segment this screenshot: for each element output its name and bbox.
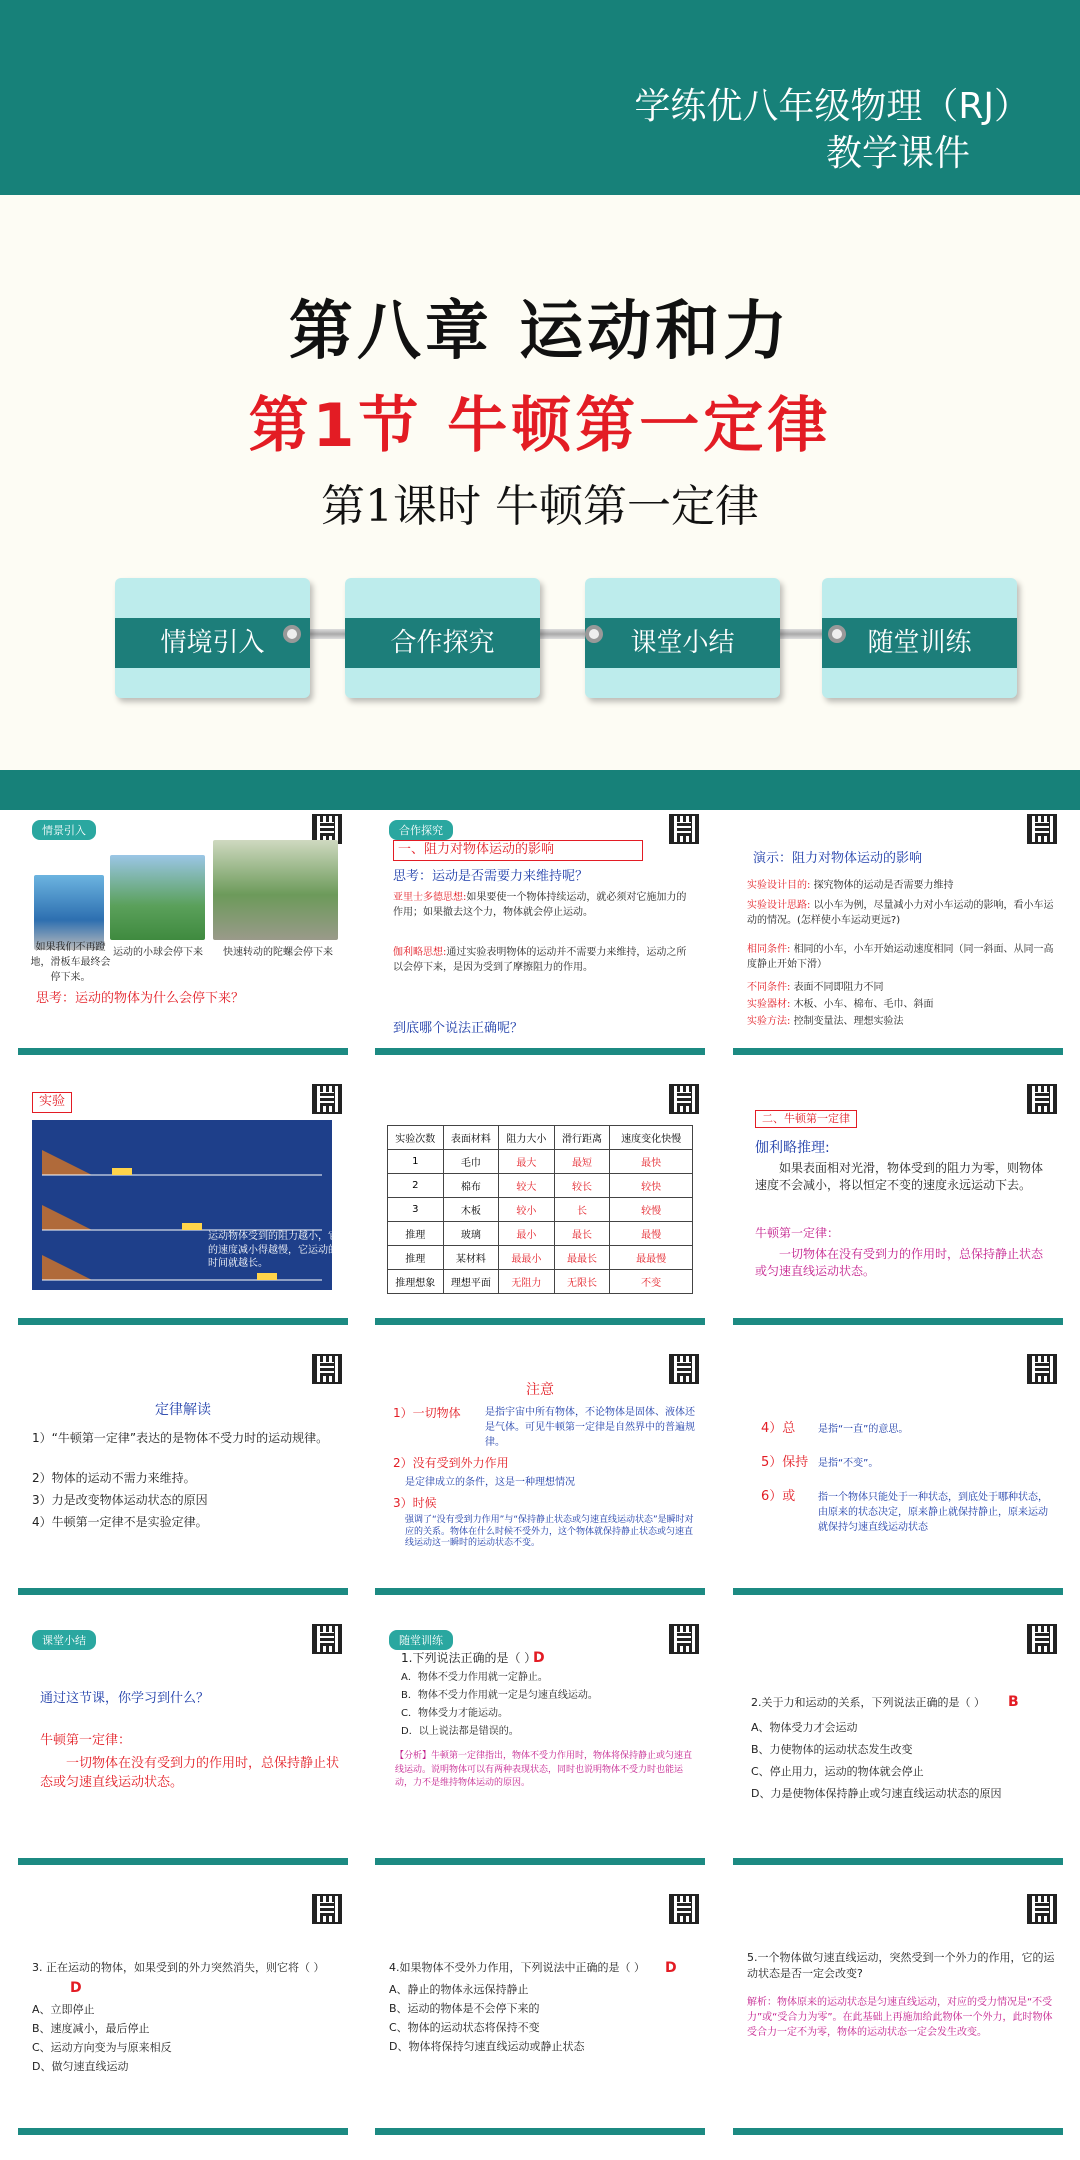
table-cell: 较慢 — [610, 1198, 693, 1222]
answer-text: D — [70, 1980, 82, 1996]
answer-text: D — [665, 1960, 677, 1976]
bottom-bar — [733, 1318, 1063, 1325]
bottom-bar — [375, 1318, 705, 1325]
bottom-bar — [375, 1858, 705, 1865]
option-b: B．物体不受力作用就一定是匀速直线运动。 — [401, 1690, 598, 1701]
table-cell: 较小 — [499, 1198, 555, 1222]
note-value-3: 强调了“没有受到力作用”与“保持静止状态或匀速直线运动状态”是瞬时对应的关系。物体在什么时候不受外力，这个物体就保持静止状态或匀速直线运动这一瞬时的运动状态不变。 — [405, 1515, 694, 1549]
galileo-paragraph: 如果表面相对光滑，物体受到的阻力为零，则物体速度不会减小，将以恒定不变的速度永远运动下去。 — [755, 1161, 1044, 1193]
nav-label: 情境引入 — [115, 618, 310, 668]
slide-thumb-explore[interactable] — [375, 810, 705, 1055]
aristotle-label: 亚里士多德思想: — [393, 892, 467, 903]
bottom-bar — [18, 1048, 348, 1055]
slide-thumb-notes[interactable] — [375, 1350, 705, 1595]
slide-thumb-practice-5[interactable] — [733, 1890, 1063, 2135]
table-cell: 理想平面 — [443, 1270, 499, 1294]
note-key-3: 3）时候 — [393, 1496, 437, 1510]
row-value: 木板、小车、棉布、毛巾、斜面 — [793, 999, 934, 1010]
chapter-title: 第八章 运动和力 — [288, 294, 792, 369]
qr-code-icon — [669, 814, 699, 844]
row-key: 不同条件: — [747, 982, 791, 993]
qr-code-icon — [1027, 814, 1057, 844]
option-b: B、力使物体的运动状态发生改变 — [751, 1743, 913, 1756]
qr-code-icon — [1027, 1624, 1057, 1654]
question-text: 4.如果物体不受外力作用，下列说法中正确的是（ ） — [389, 1961, 645, 1974]
galileo-label: 伽利略思想: — [393, 947, 447, 958]
demo-title: 演示：阻力对物体运动的影响 — [753, 851, 923, 866]
experiment-table — [387, 1125, 693, 1294]
galileo-heading: 伽利略推理: — [755, 1140, 830, 1156]
table-cell: 某材料 — [443, 1246, 499, 1270]
galileo-text: 通过实验表明物体的运动并不需要力来维持，运动之所以会停下来，是因为受到了摩擦阻力的作用。 — [393, 947, 687, 973]
law-heading: 牛顿第一定律： — [40, 1733, 132, 1748]
chain-dot — [585, 625, 603, 643]
qr-code-icon — [1027, 1354, 1057, 1384]
qr-code-icon — [312, 1354, 342, 1384]
option-a: A．物体不受力作用就一定静止。 — [401, 1672, 548, 1683]
law-heading: 牛顿第一定律： — [755, 1226, 840, 1240]
row-value: 以小车为例，尽量减小力对小车运动的影响，看小车运动的情况。(怎样使小车运动更远?) — [747, 900, 1054, 926]
table-row — [388, 1174, 693, 1198]
table-cell: 1 — [388, 1150, 444, 1174]
point-3: 3）力是改变物体运动状态的原因 — [32, 1493, 208, 1507]
bottom-bar — [733, 1048, 1063, 1055]
option-d: D、力是使物体保持静止或匀速直线运动状态的原因 — [751, 1787, 1002, 1800]
section-tag: 情景引入 — [32, 820, 96, 840]
table-cell: 长 — [554, 1198, 610, 1222]
nav-label: 课堂小结 — [585, 618, 780, 668]
table-row — [388, 1222, 693, 1246]
point-4: 4）牛顿第一定律不是实验定律。 — [32, 1515, 208, 1529]
table-cell: 最最小 — [499, 1246, 555, 1270]
option-c: C、运动方向变为与原来相反 — [32, 2041, 172, 2054]
table-cell: 2 — [388, 1174, 444, 1198]
option-b: B、速度减小，最后停止 — [32, 2022, 150, 2035]
slide-thumb-interpretation[interactable] — [18, 1350, 348, 1595]
caption-scooter: 如果我们不再蹬地，滑板车最终会停下来。 — [30, 942, 111, 983]
caption-top: 快速转动的陀螺会停下来 — [223, 947, 333, 958]
table-header: 阻力大小 — [499, 1126, 555, 1150]
slide-thumb-practice-3[interactable] — [18, 1890, 348, 2135]
header-line1: 学练优八年级物理（RJ） — [634, 86, 1030, 127]
section-heading: 二、牛顿第一定律 — [755, 1110, 857, 1128]
lesson-title: 第1课时 牛顿第一定律 — [321, 481, 759, 532]
bottom-bar — [18, 2128, 348, 2135]
law-text: 一切物体在没有受到力的作用时，总保持静止状态或匀速直线运动状态。 — [40, 1756, 340, 1790]
question-text: 5.一个物体做匀速直线运动，突然受到一个外力的作用，它的运动状态是否一定会改变? — [747, 1951, 1055, 1980]
slide-thumb-summary[interactable] — [18, 1620, 348, 1865]
bottom-bar — [733, 1858, 1063, 1865]
table-cell: 最最长 — [554, 1246, 610, 1270]
conclusion-question: 到底哪个说法正确呢？ — [393, 1021, 524, 1036]
option-d: D、物体将保持匀速直线运动或静止状态 — [389, 2040, 585, 2053]
table-cell: 最大 — [499, 1150, 555, 1174]
nav-button-summary[interactable] — [585, 578, 780, 698]
table-cell: 棉布 — [443, 1174, 499, 1198]
table-cell: 无限长 — [554, 1270, 610, 1294]
slide-title: 定律解读 — [155, 1402, 211, 1418]
nav-label: 合作探究 — [345, 618, 540, 668]
section-title: 第1节 牛顿第一定律 — [248, 391, 832, 461]
note-value-4: 是指“一直”的意思。 — [818, 1424, 909, 1435]
table-cell: 最慢 — [610, 1222, 693, 1246]
option-c: C．物体受力才能运动。 — [401, 1708, 508, 1719]
slide-thumb-demo[interactable] — [733, 810, 1063, 1055]
note-key-4: 4）总 — [761, 1421, 796, 1436]
table-cell: 较快 — [610, 1174, 693, 1198]
option-a: A、静止的物体永远保持静止 — [389, 1983, 529, 1996]
option-c: C、物体的运动状态将保持不变 — [389, 2021, 540, 2034]
question-text: 思考：运动是否需要力来维持呢？ — [393, 869, 589, 884]
caption-ball: 运动的小球会停下来 — [113, 947, 203, 958]
row-value: 探究物体的运动是否需要力维持 — [813, 880, 954, 891]
slide-thumb-practice-4[interactable] — [375, 1890, 705, 2135]
bottom-bar — [18, 1588, 348, 1595]
table-cell: 最长 — [554, 1222, 610, 1246]
golf-photo — [110, 855, 205, 940]
bottom-bar — [18, 1318, 348, 1325]
table-cell: 最小 — [499, 1222, 555, 1246]
nav-label: 随堂训练 — [822, 618, 1017, 668]
slide-thumb-practice-2[interactable] — [733, 1620, 1063, 1865]
option-a: A、立即停止 — [32, 2003, 95, 2016]
table-header: 速度变化快慢 — [610, 1126, 693, 1150]
aristotle-text: 如果要使一个物体持续运动，就必须对它施加力的作用；如果撤去这个力，物体就会停止运动。 — [393, 892, 687, 918]
bottom-bar — [375, 1588, 705, 1595]
table-cell: 最快 — [610, 1150, 693, 1174]
experiment-note: 运动物体受到的阻力越小，它的速度减小得越慢，它运动的时间就越长。 — [208, 1231, 338, 1269]
slide-thumb-practice-1[interactable] — [375, 1620, 705, 1865]
table-row — [388, 1246, 693, 1270]
scooter-photo — [34, 875, 104, 950]
answer-text: D — [533, 1650, 545, 1666]
point-1: 1）“牛顿第一定律”表达的是物体不受力时的运动规律。 — [32, 1431, 329, 1445]
table-row — [388, 1198, 693, 1222]
nav-button-explore[interactable] — [345, 578, 540, 698]
point-2: 2）物体的运动不需力来维持。 — [32, 1471, 196, 1485]
option-b: B、运动的物体是不会停下来的 — [389, 2002, 540, 2015]
chain-dot — [828, 625, 846, 643]
option-d: D．以上说法都是错误的。 — [401, 1726, 519, 1737]
table-row — [388, 1270, 693, 1294]
header-line2: 教学课件 — [825, 133, 970, 174]
option-d: D、做匀速直线运动 — [32, 2060, 129, 2073]
explanation-text: 【分析】牛顿第一定律指出，物体不受力作用时，物体将保持静止或匀速直线运动。说明物体可以有两种表现状态，同时也说明物体不受力时也能运动，力不是维持物体运动的原因。 — [395, 1751, 693, 1788]
note-value-2: 是定律成立的条件，这是一种理想情况 — [405, 1477, 575, 1488]
table-cell: 推理 — [388, 1222, 444, 1246]
option-c: C、停止用力，运动的物体就会停止 — [751, 1765, 924, 1778]
question-text: 2.关于力和运动的关系，下列说法正确的是（ ） — [751, 1696, 985, 1709]
table-cell: 推理想象 — [388, 1270, 444, 1294]
note-key-1: 1）一切物体 — [393, 1406, 461, 1420]
qr-code-icon — [1027, 1894, 1057, 1924]
table-cell: 最短 — [554, 1150, 610, 1174]
table-cell: 不变 — [610, 1270, 693, 1294]
bottom-bar — [375, 2128, 705, 2135]
bottom-bar — [733, 2128, 1063, 2135]
row-key: 相同条件: — [747, 944, 791, 955]
row-value: 控制变量法、理想实验法 — [793, 1016, 904, 1027]
row-value: 表面不同即阻力不同 — [793, 982, 884, 993]
table-cell: 推理 — [388, 1246, 444, 1270]
table-cell: 无阻力 — [499, 1270, 555, 1294]
explanation-text: 解析：物体原来的运动状态是匀速直线运动，对应的受力情况是“不受力”或“受合力为零”。在此基础上再施加给此物体一个外力，此时物体受合力一定不为零，物体的运动状态一定会发生改变。 — [747, 1997, 1053, 2038]
table-header: 表面材料 — [443, 1126, 499, 1150]
slide-thumb-newton-law[interactable] — [733, 1080, 1063, 1325]
note-key-6: 6）或 — [761, 1489, 796, 1504]
chain-dot — [283, 625, 301, 643]
bottom-bar — [375, 1048, 705, 1055]
bottom-bar — [18, 1858, 348, 1865]
nav-button-practice[interactable] — [822, 578, 1017, 698]
bottom-bar — [733, 1588, 1063, 1595]
option-a: A、物体受力才会运动 — [751, 1721, 858, 1734]
slide-thumb-experiment[interactable] — [18, 1080, 348, 1325]
table-header: 实验次数 — [388, 1126, 444, 1150]
section-tag: 课堂小结 — [32, 1630, 96, 1650]
summary-question: 通过这节课，你学习到什么？ — [40, 1691, 210, 1706]
note-key-5: 5）保持 — [761, 1455, 809, 1470]
section-tag: 随堂训练 — [389, 1630, 453, 1650]
qr-code-icon — [669, 1624, 699, 1654]
experiment-tag: 实验 — [32, 1092, 72, 1113]
slide-title: 注意 — [526, 1382, 554, 1398]
row-key: 实验设计目的: — [747, 880, 811, 891]
slide-thumb-notes-2[interactable] — [733, 1350, 1063, 1595]
note-key-2: 2）没有受到外力作用 — [393, 1456, 509, 1470]
section-heading: 一、阻力对物体运动的影响 — [393, 840, 643, 861]
table-cell: 毛巾 — [443, 1150, 499, 1174]
row-key: 实验方法: — [747, 1016, 791, 1027]
nav-button-intro[interactable] — [115, 578, 310, 698]
question-text: 3. 正在运动的物体，如果受到的外力突然消失，则它将（ ） — [32, 1961, 325, 1974]
header-band — [0, 0, 1080, 195]
slide-thumb-table[interactable] — [375, 1080, 705, 1325]
separator-band — [0, 770, 1080, 810]
qr-code-icon — [312, 1084, 342, 1114]
table-header: 滑行距离 — [554, 1126, 610, 1150]
slide-thumb-intro[interactable] — [18, 810, 348, 1055]
note-value-6: 指一个物体只能处于一种状态，到底处于哪种状态，由原来的状态决定，原来静止就保持静止，原来运动就保持匀速直线运动状态 — [818, 1492, 1048, 1533]
note-value-5: 是指“不变”。 — [818, 1458, 879, 1469]
table-cell: 木板 — [443, 1198, 499, 1222]
qr-code-icon — [312, 1894, 342, 1924]
qr-code-icon — [312, 1624, 342, 1654]
row-key: 实验设计思路: — [747, 900, 811, 911]
section-tag: 合作探究 — [389, 820, 453, 840]
row-value: 相同的小车，小车开始运动速度相同（同一斜面、从同一高度静止开始下滑） — [747, 944, 1054, 970]
table-cell: 3 — [388, 1198, 444, 1222]
table-cell: 较大 — [499, 1174, 555, 1198]
law-text: 一切物体在没有受到力的作用时，总保持静止状态或匀速直线运动状态。 — [755, 1247, 1044, 1279]
qr-code-icon — [669, 1894, 699, 1924]
qr-code-icon — [669, 1084, 699, 1114]
qr-code-icon — [1027, 1084, 1057, 1114]
note-value-1: 是指宇宙中所有物体，不论物体是固体、液体还是气体。可见牛顿第一定律是自然界中的普遍规律。 — [485, 1407, 695, 1448]
question-text: 思考：运动的物体为什么会停下来？ — [36, 991, 245, 1006]
table-row — [388, 1150, 693, 1174]
answer-text: B — [1008, 1694, 1019, 1710]
question-text: 1.下列说法正确的是（ ） — [401, 1651, 537, 1665]
table-cell: 玻璃 — [443, 1222, 499, 1246]
table-cell: 较长 — [554, 1174, 610, 1198]
top-spin-photo — [213, 840, 338, 940]
row-key: 实验器材: — [747, 999, 791, 1010]
table-cell: 最最慢 — [610, 1246, 693, 1270]
